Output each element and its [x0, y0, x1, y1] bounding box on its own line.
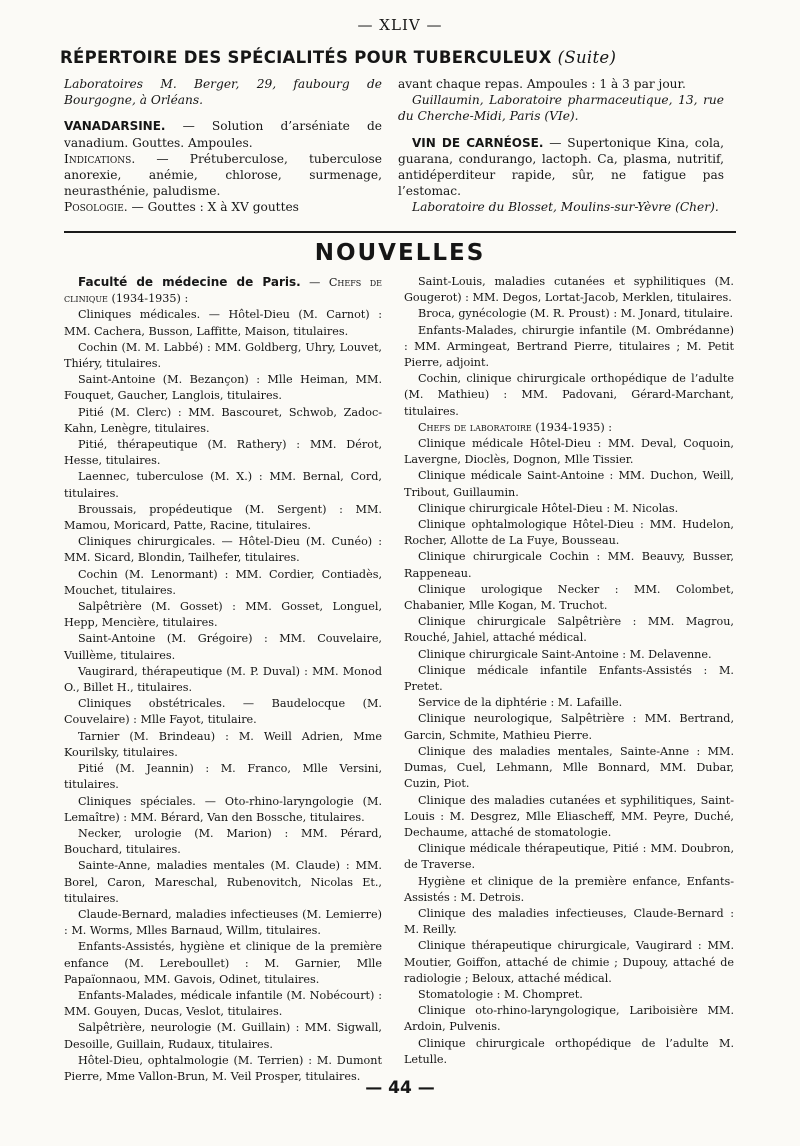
entry-vanadarsine	[64, 118, 382, 150]
news-entry: Clinique médicale infantile Enfants-Assistés : M. Pretet.	[404, 663, 734, 694]
news-entry: Cochin (M. Lenormant) : MM. Cordier, Contiadès, Mouchet, titulaires.	[64, 567, 382, 597]
news-right-group-b	[404, 436, 734, 1068]
news-entry: Broussais, propédeutique (M. Sergent) : MM. Mamou, Moricard, Patte, Racine, titulaires.	[64, 502, 382, 533]
news-entry: Clinique des maladies mentales, Sainte-Anne : MM. Dumas, Cuel, Lehmann, Mlle Bonnard, MM. Dubar, Cuzin, Piot.	[404, 744, 734, 791]
news-entry: Clinique des maladies cutanées et syphilitiques, Saint-Louis : M. Desgrez, Mlle Eliascheff, MM. Peyre, Duché, Dechaume, attaché de stomatologie.	[404, 793, 734, 839]
news-entry: Clinique chirurgicale Salpêtrière : MM. Magrou, Rouché, Jahiel, attaché médical.	[404, 615, 734, 645]
entry-carneose	[398, 135, 724, 200]
news-entry: Clinique oto-rhino-laryngologique, Lariboisière MM. Ardoin, Pulvenis.	[404, 1004, 734, 1034]
news-entry: Sainte-Anne, maladies mentales (M. Claude) : MM. Borel, Caron, Mareschal, Rubenovitch, Nicolas Et., titulaires.	[64, 859, 382, 905]
posologie-text: — Gouttes : X à XV gouttes	[127, 200, 299, 215]
news-entry: Clinique chirurgicale orthopédique de l’adulte M. Letulle.	[404, 1036, 734, 1066]
section-title-text: RÉPERTOIRE DES SPÉCIALITÉS POUR TUBERCULEUX	[60, 48, 552, 67]
posologie-continued: avant chaque repas. Ampoules : 1 à 3 par jour.	[398, 77, 686, 91]
news-entry: Clinique médicale thérapeutique, Pitié : MM. Doubron, de Traverse.	[404, 842, 734, 872]
news-entry: Saint-Antoine (M. Bezançon) : Mlle Heiman, MM. Fouquet, Gaucher, Langlois, titulaires.	[64, 373, 382, 403]
news-entry: Cliniques obstétricales. — Baudelocque (M. Couvelaire) : Mlle Fayot, titulaire.	[64, 697, 382, 727]
news-entry: Cliniques spéciales. — Oto-rhino-laryngologie (M. Lemaître) : MM. Bérard, Van den Bossche, titulaires.	[64, 794, 382, 824]
news-entry: Stomatologie : M. Chompret.	[418, 987, 583, 1001]
news-entry: Cochin (M. M. Labbé) : MM. Goldberg, Uhry, Louvet, Thiéry, titulaires.	[64, 340, 382, 371]
entry-indications	[64, 151, 382, 200]
lab-berger: Laboratoires M. Berger, 29, faubourg de Bourgogne, à Orléans.	[64, 77, 382, 108]
page-number: — 44 —	[365, 1078, 435, 1098]
entry-vanadarsine-name: VANADARSINE.	[64, 119, 166, 134]
news-entry: Laennec, tuberculose (M. X.) : MM. Bernal, Cord, titulaires.	[64, 470, 382, 500]
chefs-laboratoire-label: Chefs de laboratoire (1934-1935) :	[418, 420, 613, 434]
news-entry: Clinique des maladies infectieuses, Claude-Bernard : M. Reilly.	[404, 906, 734, 937]
news-entry: Claude-Bernard, maladies infectieuses (M. Lemierre) : M. Worms, Mlles Barnaud, Willm, titulaires.	[64, 907, 382, 938]
section-title-suite: (Suite)	[557, 48, 617, 67]
entry-carneose-text: — Supertonique Kina, cola, guarana, condurango, lactoph. Ca, plasma, nutritif, antidéperditeur rapide, sûr, ne fatigue pas l’estomac.	[398, 135, 725, 199]
specialties-left-column	[64, 76, 382, 216]
news-entry: Salpêtrière, neurologie (M. Guillain) : MM. Sigwall, Desoille, Guillain, Rudaux, titulaires.	[64, 1021, 382, 1051]
section-divider	[64, 231, 736, 233]
news-entry: Service de la diphtérie : M. Lafaille.	[418, 696, 623, 710]
section-title	[60, 48, 740, 67]
entry-vanadarsine-text: — Solution d’arséniate de vanadium. Gouttes. Ampoules.	[64, 119, 382, 150]
news-entry: Cliniques médicales. — Hôtel-Dieu (M. Carnot) : MM. Cachera, Busson, Laffitte, Maison, titulaires.	[64, 308, 382, 338]
indications-text: — Prétuberculose, tuberculose anorexie, anémie, chlorose, surmenage, neurasthénie, paludisme.	[64, 151, 382, 199]
news-heading-faculty	[64, 274, 382, 307]
news-entry: Clinique urologique Necker : MM. Colombet, Chabanier, Mlle Kogan, M. Truchot.	[404, 582, 734, 613]
news-entry: Necker, urologie (M. Marion) : MM. Pérard, Bouchard, titulaires.	[64, 826, 382, 857]
news-title: NOUVELLES	[314, 240, 486, 266]
news-entry: Enfants-Malades, médicale infantile (M. Nobécourt) : MM. Gouyen, Ducas, Veslot, titulaires.	[64, 988, 382, 1019]
news-right-group-a	[404, 274, 734, 420]
news-entry: Hôtel-Dieu, ophtalmologie (M. Terrien) : M. Dumont Pierre, Mme Vallon-Brun, M. Veil Prosper, titulaires.	[64, 1053, 382, 1083]
specialties-right-column	[398, 76, 724, 216]
posologie-label: Posologie.	[64, 200, 128, 215]
lab-guillaumin: Guillaumin, Laboratoire pharmaceutique, 13, rue du Cherche-Midi, Paris (VIe).	[398, 93, 724, 124]
news-entry: Saint-Antoine (M. Grégoire) : MM. Couvelaire, Vuillème, titulaires.	[64, 632, 382, 662]
entry-posologie	[64, 199, 382, 215]
news-entry: Saint-Louis, maladies cutanées et syphilitiques (M. Gougerot) : MM. Degos, Lortat-Jacob, Merklen, titulaires.	[404, 275, 734, 305]
news-entry: Cochin, clinique chirurgicale orthopédique de l’adulte (M. Mathieu) : MM. Padovani, Gérard-Marchant, titulaires.	[404, 372, 734, 418]
news-entry: Enfants-Assistés, hygiène et clinique de la première enfance (M. Lereboullet) : M. Garnier, Mlle Papaïonnaou, MM. Gavois, Odinet, titulaires.	[64, 940, 382, 986]
entry-carneose-name: VIN DE CARNÉOSE.	[412, 135, 544, 150]
news-right-column	[404, 274, 734, 1068]
news-entry: Clinique médicale Saint-Antoine : MM. Duchon, Weill, Tribout, Guillaumin.	[404, 469, 734, 499]
news-entry: Tarnier (M. Brindeau) : M. Weill Adrien, Mme Kourilsky, titulaires.	[64, 729, 382, 759]
news-entry: Pitié, thérapeutique (M. Rathery) : MM. Dérot, Hesse, titulaires.	[64, 438, 382, 468]
news-entry: Pitié (M. Jeannin) : M. Franco, Mlle Versini, titulaires.	[64, 762, 382, 792]
news-entry: Clinique neurologique, Salpêtrière : MM. Bertrand, Garcin, Schmite, Mathieu Pierre.	[404, 712, 734, 742]
faculty-name: Faculté de médecine de Paris.	[78, 275, 301, 289]
news-left-column	[64, 274, 382, 1085]
news-entry: Clinique ophtalmologique Hôtel-Dieu : MM. Hudelon, Rocher, Allotte de La Fuye, Bousseau.	[404, 518, 734, 548]
running-head: — XLIV —	[357, 16, 443, 34]
news-entry: Clinique chirurgicale Saint-Antoine : M. Delavenne.	[418, 647, 712, 661]
news-entry: Vaugirard, thérapeutique (M. P. Duval) : MM. Monod O., Billet H., titulaires.	[64, 664, 382, 695]
indications-label: Indications.	[64, 151, 136, 166]
news-entry: Cliniques chirurgicales. — Hôtel-Dieu (M. Cunéo) : MM. Sicard, Blondin, Tailhefer, titulaires.	[64, 535, 382, 565]
news-entry: Broca, gynécologie (M. R. Proust) : M. Jonard, titulaire.	[418, 307, 734, 321]
news-entry: Clinique thérapeutique chirurgicale, Vaugirard : MM. Moutier, Goiffon, attaché de chimie ; Dupouy, attaché de radiologie ; Beloux, attaché médical.	[404, 939, 734, 985]
news-entry: Enfants-Malades, chirurgie infantile (M. Ombrédanne) : MM. Armingeat, Bertrand Pierre, titulaires ; M. Petit Pierre, adjoint.	[404, 323, 734, 370]
news-entry: Clinique médicale Hôtel-Dieu : MM. Deval, Coquoin, Lavergne, Dioclès, Dognon, Mlle Tissier.	[404, 437, 734, 467]
news-entry: Pitié (M. Clerc) : MM. Bascouret, Schwob, Zadoc-Kahn, Lenègre, titulaires.	[64, 405, 382, 435]
chefs-clinique-label: — Chefs de clinique (1934-1935) :	[64, 276, 382, 306]
news-entry: Clinique chirurgicale Cochin : MM. Beauvy, Busser, Rappeneau.	[404, 550, 734, 580]
news-entry: Salpêtrière (M. Gosset) : MM. Gosset, Longuel, Hepp, Mencière, titulaires.	[64, 600, 382, 630]
news-entry: Hygiène et clinique de la première enfance, Enfants-Assistés : M. Detrois.	[404, 874, 734, 904]
lab-blosset: Laboratoire du Blosset, Moulins-sur-Yèvre (Cher).	[412, 200, 719, 215]
news-entry: Clinique chirurgicale Hôtel-Dieu : M. Nicolas.	[418, 501, 679, 515]
